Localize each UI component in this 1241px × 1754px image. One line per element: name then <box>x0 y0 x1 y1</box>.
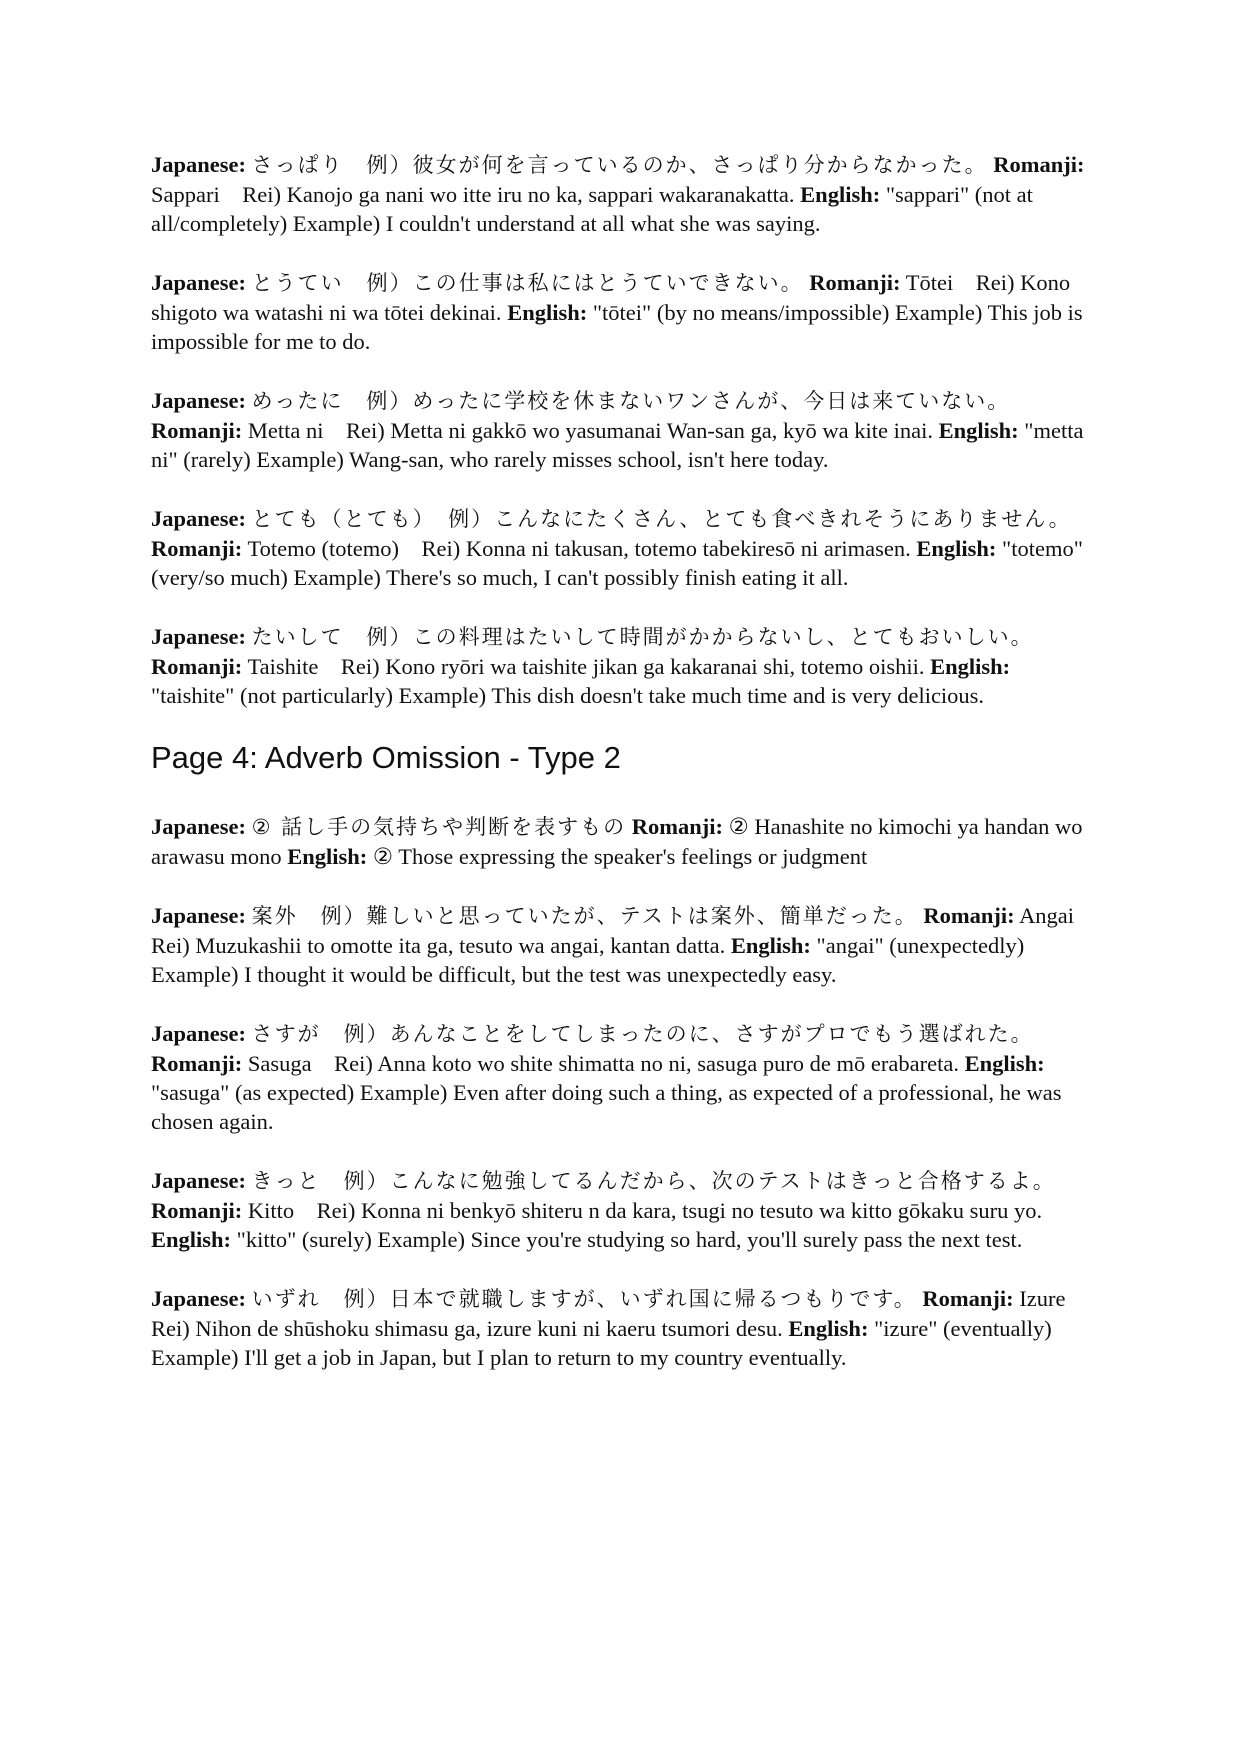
romanji-label: Romanji: <box>922 1286 1014 1311</box>
entry <box>151 1284 1096 1372</box>
romanji-label: Romanji: <box>631 814 724 839</box>
entry <box>151 386 1096 474</box>
romanji-label: Romanji: <box>151 654 243 679</box>
english-label: English: <box>930 654 1011 679</box>
romanji-text: Metta ni Rei) Metta ni gakkō wo yasumanai Wan-san ga, kyō wa kite inai. <box>247 418 933 443</box>
japanese-label: Japanese: <box>151 814 246 839</box>
japanese-text: たいして 例）この料理はたいして時間がかからないし、とてもおいしい。 <box>251 625 1034 649</box>
english-text: "sappari" (not at all/completely) Example) I couldn't understand at all what she was saying. <box>151 182 1033 236</box>
japanese-label: Japanese: <box>151 903 246 928</box>
romanji-label: Romanji: <box>151 1051 243 1076</box>
japanese-text: いずれ 例）日本で就職しますが、いずれ国に帰るつもりです。 <box>251 1287 917 1311</box>
romanji-text: Kitto Rei) Konna ni benkyō shiteru n da kara, tsugi no tesuto wa kitto gōkaku suru yo. <box>247 1198 1043 1223</box>
japanese-label: Japanese: <box>151 1168 246 1193</box>
japanese-text: めったに 例）めったに学校を休まないワンさんが、今日は来ていない。 <box>251 389 1011 413</box>
english-text: "izure" (eventually) Example) I'll get a job in Japan, but I plan to return to my country eventually. <box>151 1316 1052 1370</box>
entry <box>151 812 1096 871</box>
romanji-label: Romanji: <box>809 270 901 295</box>
romanji-text: Totemo (totemo) Rei) Konna ni takusan, totemo tabekiresō ni arimasen. <box>247 536 911 561</box>
romanji-label: Romanji: <box>923 903 1015 928</box>
japanese-text: さすが 例）あんなことをしてしまったのに、さすがプロでもう選ばれた。 <box>251 1022 1034 1046</box>
entry <box>151 504 1096 592</box>
romanji-label: Romanji: <box>993 152 1085 177</box>
english-text: "tōtei" (by no means/impossible) Example) This job is impossible for me to do. <box>151 300 1083 354</box>
english-label: English: <box>730 933 811 958</box>
entries-part-1 <box>151 150 1096 710</box>
japanese-label: Japanese: <box>151 270 246 295</box>
romanji-text: Sasuga Rei) Anna koto wo shite shimatta no ni, sasuga puro de mō erabareta. <box>247 1051 959 1076</box>
english-text: ② Those expressing the speaker's feelings or judgment <box>372 844 868 869</box>
japanese-text: とうてい 例）この仕事は私にはとうていできない。 <box>251 271 804 295</box>
japanese-label: Japanese: <box>151 388 246 413</box>
english-label: English: <box>507 300 588 325</box>
english-text: "kitto" (surely) Example) Since you're studying so hard, you'll surely pass the next test. <box>236 1227 1023 1252</box>
english-label: English: <box>788 1316 869 1341</box>
english-text: "sasuga" (as expected) Example) Even after doing such a thing, as expected of a professional, he was chosen again. <box>151 1080 1062 1134</box>
japanese-label: Japanese: <box>151 1021 246 1046</box>
english-text: "angai" (unexpectedly) Example) I thought it would be difficult, but the test was unexpectedly easy. <box>151 933 1025 987</box>
japanese-label: Japanese: <box>151 506 246 531</box>
japanese-text: さっぱり 例）彼女が何を言っているのか、さっぱり分からなかった。 <box>251 153 988 177</box>
english-text: "metta ni" (rarely) Example) Wang-san, who rarely misses school, isn't here today. <box>151 418 1084 472</box>
entry <box>151 150 1096 238</box>
japanese-text: 案外 例）難しいと思っていたが、テストは案外、簡単だった。 <box>251 904 918 928</box>
japanese-text: とても（とても） 例）こんなにたくさん、とても食べきれそうにありません。 <box>251 507 1072 531</box>
romanji-label: Romanji: <box>151 418 243 443</box>
entry <box>151 268 1096 356</box>
english-label: English: <box>964 1051 1045 1076</box>
romanji-text: Taishite Rei) Kono ryōri wa taishite jikan ga kakaranai shi, totemo oishii. <box>247 654 925 679</box>
english-text: "totemo" (very/so much) Example) There's so much, I can't possibly finish eating it all. <box>151 536 1083 590</box>
english-label: English: <box>916 536 997 561</box>
section-heading: Page 4: Adverb Omission - Type 2 <box>151 740 621 775</box>
japanese-label: Japanese: <box>151 1286 246 1311</box>
english-label: English: <box>938 418 1019 443</box>
entries-part-2 <box>151 812 1096 1372</box>
entry <box>151 1166 1096 1254</box>
english-text: "taishite" (not particularly) Example) This dish doesn't take much time and is very delicious. <box>151 683 985 708</box>
japanese-label: Japanese: <box>151 152 246 177</box>
entry <box>151 901 1096 989</box>
romanji-text: Sappari Rei) Kanojo ga nani wo itte iru no ka, sappari wakaranakatta. <box>151 182 795 207</box>
japanese-text: ② 話し手の気持ちや判断を表すもの <box>251 815 627 839</box>
romanji-text: ② Hanashite no kimochi ya handan wo arawasu mono <box>151 814 1083 869</box>
document-page <box>151 150 1096 1402</box>
romanji-text: Izure Rei) Nihon de shūshoku shimasu ga, izure kuni ni kaeru tsumori desu. <box>151 1286 1088 1341</box>
romanji-text: Angai Rei) Muzukashii to omotte ita ga, tesuto wa angai, kantan datta. <box>151 903 1097 958</box>
entry <box>151 1019 1096 1136</box>
english-label: English: <box>151 1227 232 1252</box>
romanji-label: Romanji: <box>151 1198 243 1223</box>
romanji-label: Romanji: <box>151 536 243 561</box>
japanese-text: きっと 例）こんなに勉強してるんだから、次のテストはきっと合格するよ。 <box>251 1169 1056 1193</box>
japanese-label: Japanese: <box>151 624 246 649</box>
english-label: English: <box>287 844 368 869</box>
english-label: English: <box>800 182 881 207</box>
romanji-text: Tōtei Rei) Kono shigoto wa watashi ni wa tōtei dekinai. <box>151 270 1071 325</box>
entry <box>151 622 1096 710</box>
